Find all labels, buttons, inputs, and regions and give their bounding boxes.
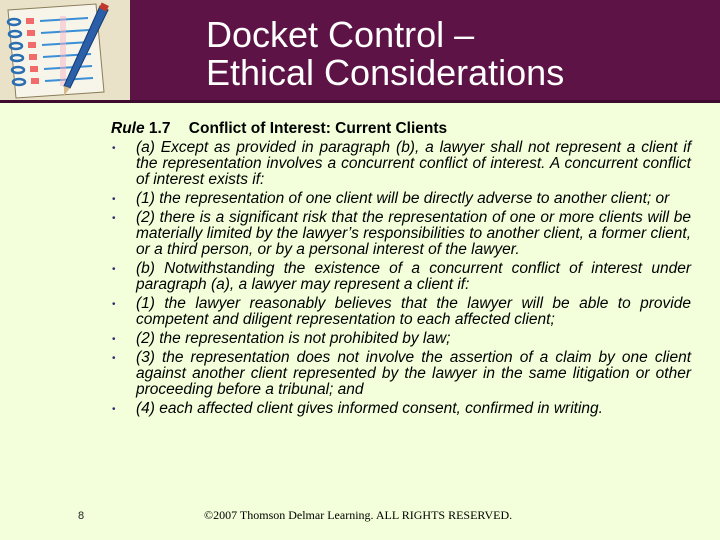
list-item-text: (1) the lawyer reasonably believes that the lawyer will be able to provide competent and diligent representation to each affected client; xyxy=(136,295,691,328)
list-item-text: (3) the representation does not involve the assertion of a claim by one client against another client represented by the lawyer in the same litigation or other proceeding before a tribunal; and xyxy=(136,349,691,398)
bullet-icon: • xyxy=(112,213,116,224)
list-item xyxy=(111,191,691,207)
list-item-text: (a) Except as provided in paragraph (b), a lawyer shall not represent a client if the representation involves a concurrent conflict of interest. A concurrent conflict of interest exists if: xyxy=(136,139,691,188)
bullet-icon: • xyxy=(112,264,116,275)
list-item xyxy=(111,350,691,398)
list-item xyxy=(111,331,691,347)
list-item xyxy=(111,140,691,188)
notepad-pen-icon xyxy=(0,0,130,100)
bullet-icon: • xyxy=(112,334,116,345)
list-item xyxy=(111,296,691,328)
list-item-text: (1) the representation of one client will be directly adverse to another client; or xyxy=(136,190,670,207)
bullet-icon: • xyxy=(112,353,116,364)
copyright-footer: ©2007 Thomson Delmar Learning. ALL RIGHTS RESERVED. xyxy=(204,508,513,522)
rule-title: Conflict of Interest: Current Clients xyxy=(188,120,448,137)
bullet-icon: • xyxy=(112,194,116,205)
page-title xyxy=(206,16,706,92)
bullet-icon: • xyxy=(112,143,116,154)
page-number: 8 xyxy=(78,510,85,522)
title-bar xyxy=(0,0,720,100)
list-item xyxy=(111,210,691,258)
title-divider xyxy=(0,100,720,103)
list-item xyxy=(111,401,691,417)
list-item-text: (2) there is a significant risk that the representation of one or more clients will be materially limited by the lawyer’s responsibilities to another client, a former client, or a third person, or by a personal interest of the lawyer. xyxy=(136,209,691,258)
bullet-icon: • xyxy=(112,299,116,310)
rule-word: Rule xyxy=(111,120,145,137)
list-item-text: (b) Notwithstanding the existence of a concurrent conflict of interest under paragraph (a), a lawyer may represent a client if: xyxy=(136,260,691,293)
slide-body xyxy=(111,121,691,420)
list-item xyxy=(111,261,691,293)
title-line-1: Docket Control – xyxy=(206,14,475,55)
rule-heading xyxy=(111,121,691,137)
bullet-icon: • xyxy=(112,404,116,415)
list-item-text: (2) the representation is not prohibited by law; xyxy=(136,330,451,347)
rule-items-list xyxy=(111,140,691,417)
rule-number: 1.7 xyxy=(148,120,171,137)
title-line-2: Ethical Considerations xyxy=(206,52,565,93)
list-item-text: (4) each affected client gives informed consent, confirmed in writing. xyxy=(136,400,603,417)
